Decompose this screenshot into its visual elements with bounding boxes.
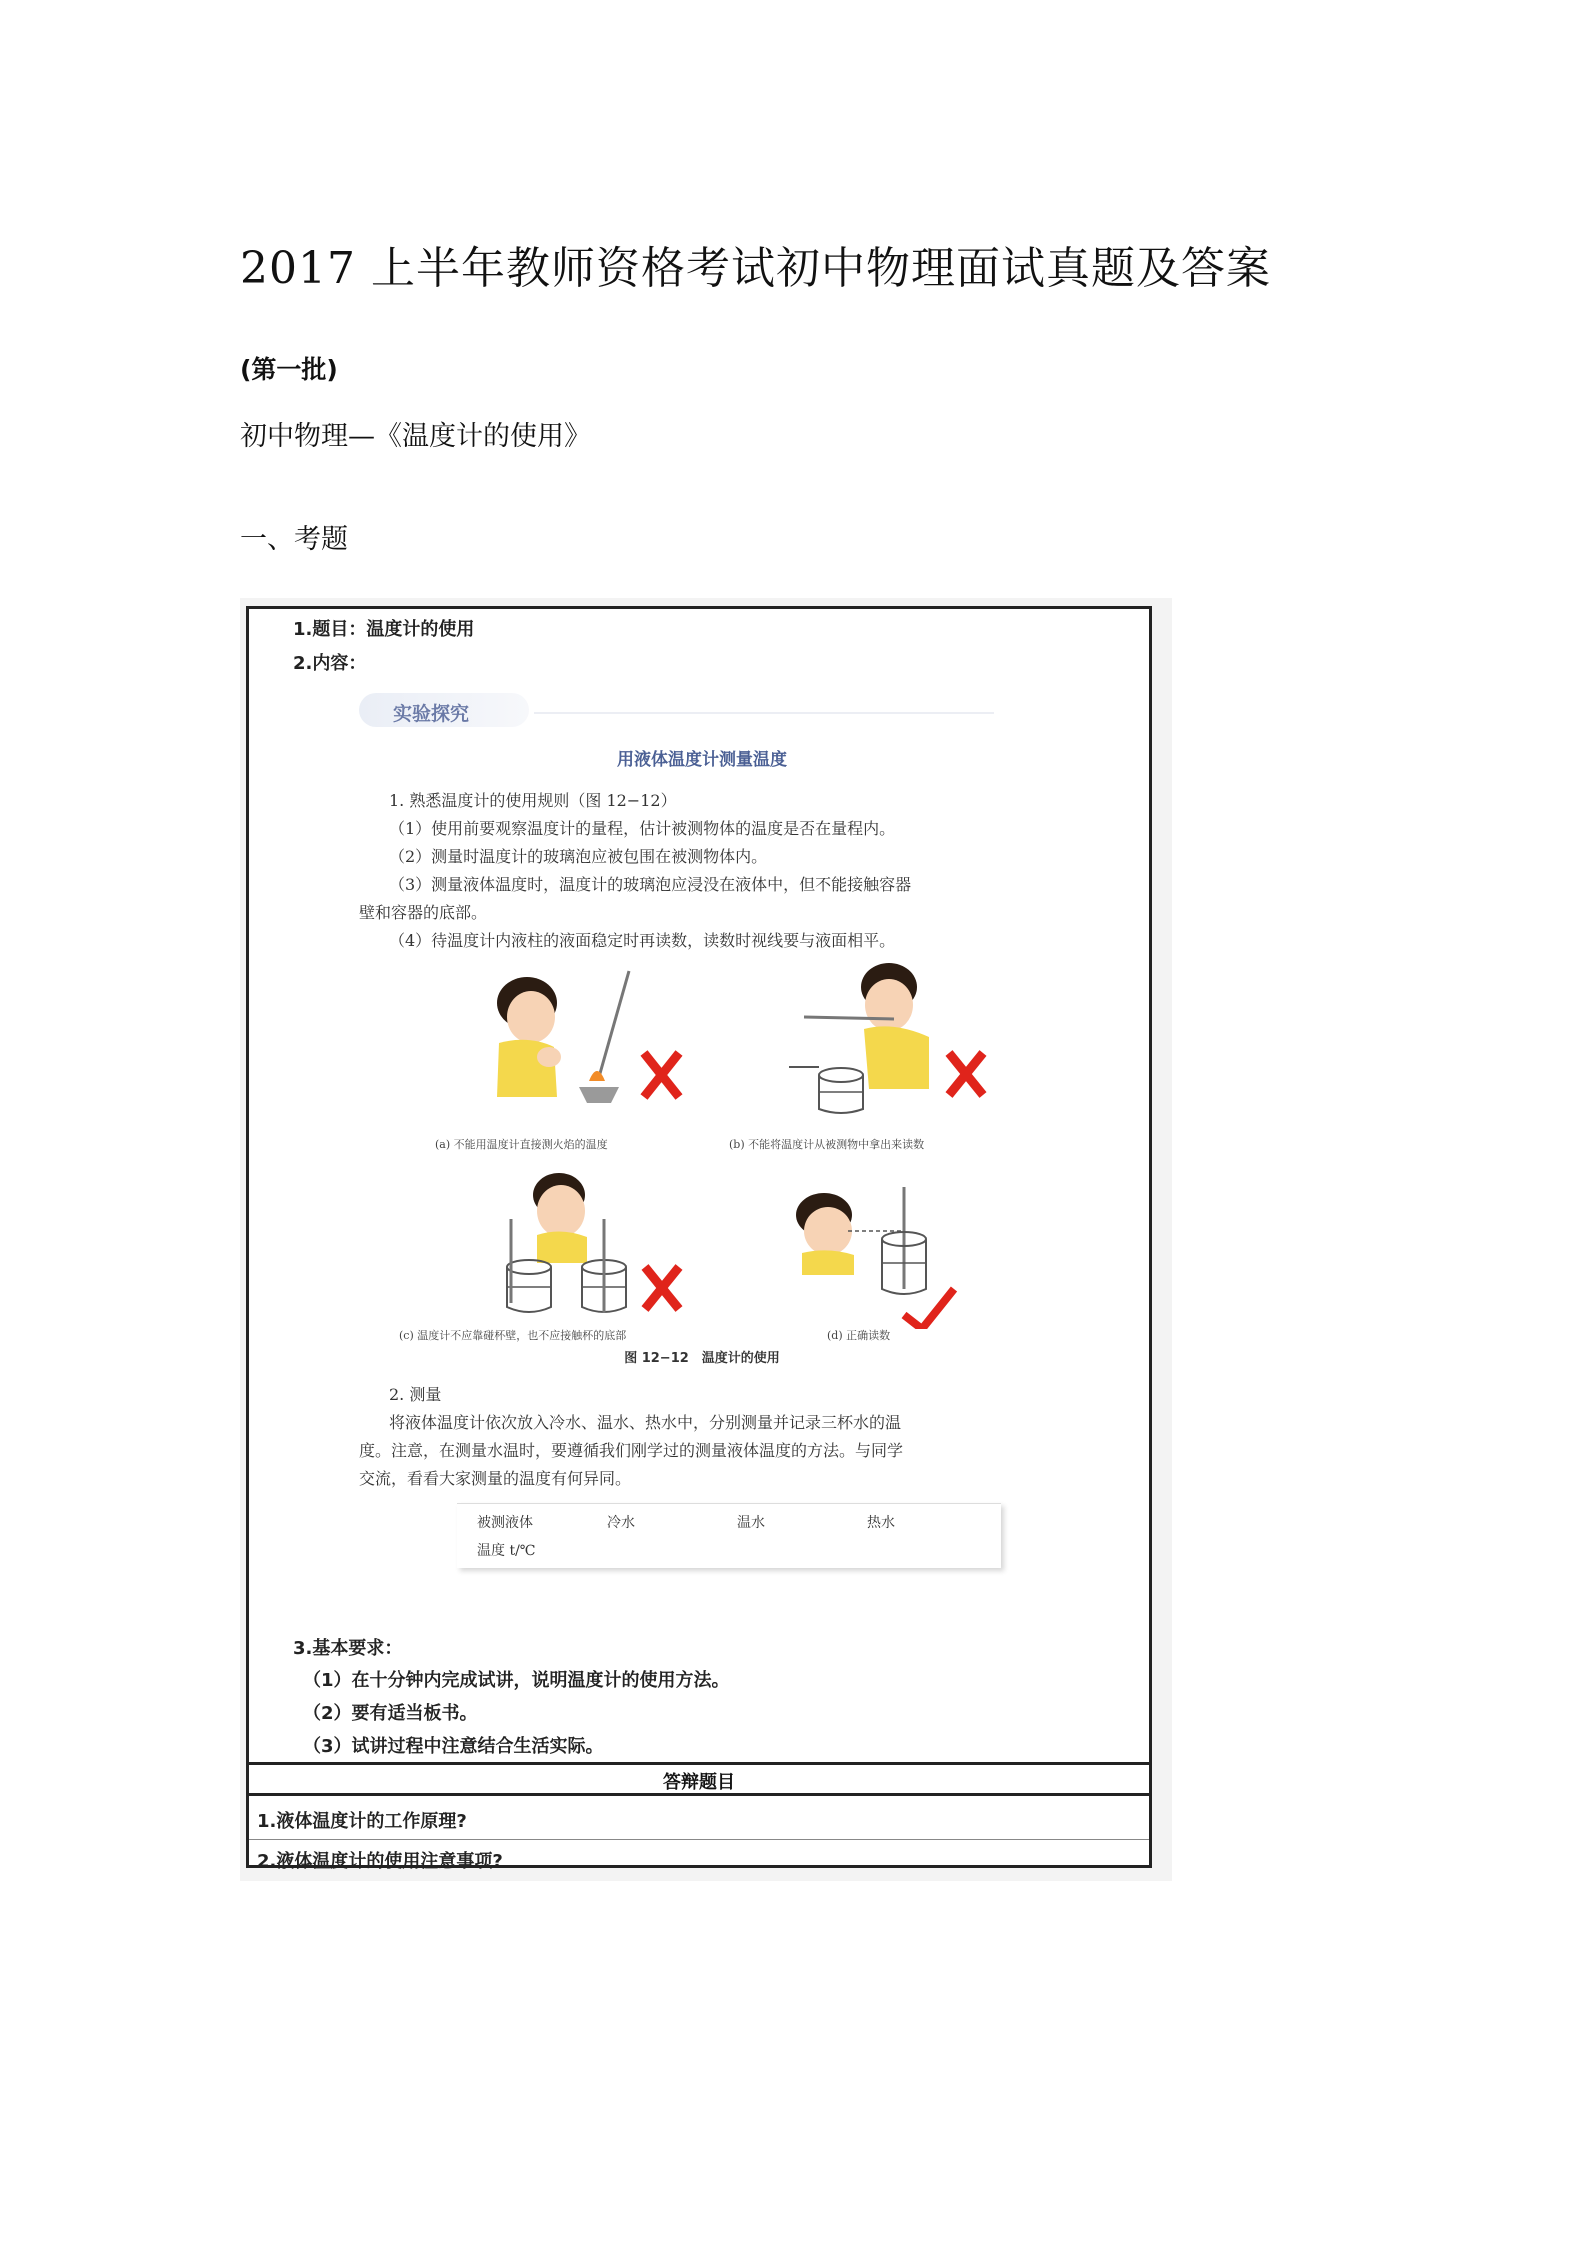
- check-icon: [904, 1289, 954, 1329]
- figure-d-illustration: [784, 1179, 984, 1329]
- requirements-title: 3.基本要求：: [293, 1638, 403, 1659]
- divider: [534, 712, 994, 714]
- section-heading: 一、考题: [240, 524, 348, 555]
- rule-line: 壁和容器的底部。: [359, 903, 488, 922]
- divider: [249, 1839, 1149, 1840]
- cross-icon: [949, 1053, 983, 1095]
- exam-content-label: 2.内容：: [293, 653, 367, 674]
- rules-block: [359, 787, 911, 955]
- cross-icon: [644, 1053, 679, 1097]
- subtitle: 初中物理—《温度计的使用》: [240, 421, 591, 452]
- batch-label: (第一批): [240, 355, 338, 384]
- measurement-table: [457, 1503, 1001, 1568]
- exam-topic: 1.题目：温度计的使用: [293, 619, 475, 640]
- answer-title: 答辩题目: [663, 1772, 735, 1793]
- measure-line: 将液体温度计依次放入冷水、温水、热水中，分别测量并记录三杯水的温: [389, 1413, 902, 1432]
- table-col-hot: 热水: [867, 1515, 895, 1531]
- rule-line: （1）使用前要观察温度计的量程，估计被测物体的温度是否在量程内。: [389, 819, 896, 838]
- document-title: 2017 上半年教师资格考试初中物理面试真题及答案: [240, 243, 1271, 294]
- figure-c-illustration: [469, 1167, 699, 1327]
- requirement-item: （3）试讲过程中注意结合生活实际。: [303, 1736, 604, 1757]
- answer-section-header: [249, 1762, 1149, 1796]
- experiment-tag-label: 实验探究: [393, 703, 470, 725]
- figure-caption: 图 12−12 温度计的使用: [624, 1351, 780, 1366]
- table-row2-label: 温度 t/℃: [477, 1543, 536, 1559]
- figure-b-illustration: [779, 957, 1019, 1127]
- table-row-label: 被测液体: [477, 1515, 533, 1531]
- measure-line: 2. 测量: [389, 1385, 442, 1404]
- rule-line: （3）测量液体温度时，温度计的玻璃泡应浸没在液体中，但不能接触容器: [389, 875, 912, 894]
- question-item: 2.液体温度计的使用注意事项?: [257, 1851, 503, 1872]
- rule-line: （4）待温度计内液柱的液面稳定时再读数，读数时视线要与液面相平。: [389, 931, 896, 950]
- experiment-tag: [359, 693, 529, 727]
- experiment-heading: 用液体温度计测量温度: [617, 750, 787, 770]
- requirement-item: （2）要有适当板书。: [303, 1703, 478, 1724]
- table-col-cold: 冷水: [607, 1515, 635, 1531]
- rule-line: （2）测量时温度计的玻璃泡应被包围在被测物体内。: [389, 847, 768, 866]
- figure-c-caption: (c) 温度计不应靠碰杯壁，也不应接触杯的底部: [399, 1329, 627, 1342]
- figure-b-caption: (b) 不能将温度计从被测物中拿出来读数: [729, 1138, 925, 1151]
- cross-icon: [645, 1267, 679, 1309]
- figure-a-illustration: [479, 965, 699, 1125]
- exam-box: [246, 606, 1152, 1872]
- table-col-warm: 温水: [737, 1515, 765, 1531]
- measure-block: [359, 1381, 903, 1493]
- rule-line: 1. 熟悉温度计的使用规则（图 12−12）: [389, 791, 677, 810]
- figure-d-caption: (d) 正确读数: [827, 1329, 891, 1342]
- measure-line: 交流，看看大家测量的温度有何异同。: [359, 1469, 632, 1488]
- figure-a-caption: (a) 不能用温度计直接测火焰的温度: [435, 1138, 608, 1151]
- requirement-item: （1）在十分钟内完成试讲，说明温度计的使用方法。: [303, 1670, 730, 1691]
- measure-line: 度。注意，在测量水温时，要遵循我们刚学过的测量液体温度的方法。与同学: [359, 1441, 904, 1460]
- question-item: 1.液体温度计的工作原理?: [257, 1811, 467, 1832]
